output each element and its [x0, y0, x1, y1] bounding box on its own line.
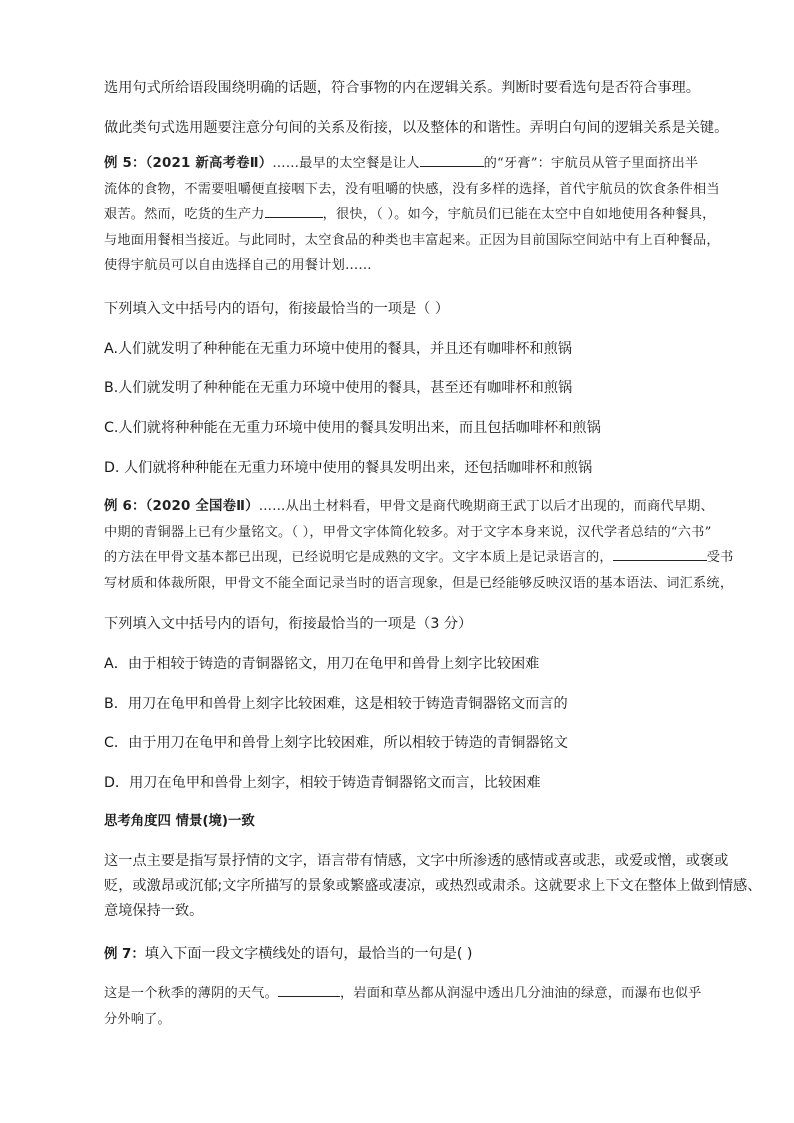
example-5-label: 例 5：（2021 新高考卷Ⅱ） [104, 156, 273, 171]
intro-paragraph-1: 选用句式所给语段围绕明确的话题，符合事物的内在逻辑关系。判断时要看选句是否符合事理。 [104, 80, 700, 96]
example-6-option-c: C．由于用刀在龟甲和兽骨上刻字比较困难，所以相较于铸造的青铜器铭文 [104, 735, 568, 751]
example-5-question: 下列填入文中括号内的语句，衔接最恰当的一项是（ ） [104, 301, 450, 317]
example-6-question: 下列填入文中括号内的语句，衔接最恰当的一项是（3 分） [104, 616, 473, 632]
example-5-option-c: C.人们就将种种能在无重力环境中使用的餐具发明出来，而且包括咖啡杯和煎锅 [104, 420, 601, 436]
intro-paragraph-2: 做此类句式选用题要注意分句间的关系及衔接，以及整体的和谐性。弄明白句间的逻辑关系是关键。 [104, 120, 729, 136]
example-6-passage: 例 6：（2020 全国卷Ⅱ）……从出土材料看，甲骨文是商代晚期商王武丁以后才出现的，而商代早期、 中期的青铜器上已有少量铭文。（ ），甲骨文字体简化较多。对于文字本身来说，汉代学者总结的“六书” 的方法在甲骨文基本都已出现，已经说明它是成熟的文字。文字本质上是记录语言的， 受书 写材质和体裁所限，甲骨文不能全面记录当时的语言现象，但是已经能够反映汉语的基本语法、词汇系统， [104, 499, 734, 591]
example-7-passage: 这是一个秋季的薄阴的天气。 ，岩面和草丛都从润湿中透出几分油油的绿意，而瀑布也似乎 分外响了。 [104, 981, 716, 1032]
example-7-question-line: 例 7：填入下面一段文字横线处的语句，最恰当的一句是( ) [104, 946, 473, 962]
example-6-label: 例 6：（2020 全国卷Ⅱ） [104, 499, 259, 514]
fill-blank [420, 152, 484, 167]
example-5-passage: 例 5：（2021 新高考卷Ⅱ）……最早的太空餐是让人 的“牙膏”：宇航员从管子里面挤出半 流体的食物，不需要咀嚼便直接咽下去，没有咀嚼的快感，没有多样的选择，首代宇航员的饮食条件相当 艰苦。然而，吃货的生产力 ，很快，（ ）。如今，宇航员们已能在太空中自如地使用各种餐具， 与地面用餐相当接近。与此同时，太空食品的种类也丰富起来。正因为目前国际空间站中有上百种餐品， 使得宇航员可以自由选择自己的用餐计划…… [104, 151, 716, 279]
example-7-label: 例 7： [104, 947, 145, 962]
example-6-option-a: A．由于相较于铸造的青铜器铭文，用刀在龟甲和兽骨上刻字比较困难 [104, 656, 540, 672]
example-5-option-d: D. 人们就将种种能在无重力环境中使用的餐具发明出来，还包括咖啡杯和煎锅 [104, 460, 593, 476]
fill-blank [278, 982, 340, 997]
section-4-paragraph: 这一点主要是指写景抒情的文字，语言带有情感，文字中所渗透的感情或喜或悲，或爱或憎，或褒或 贬，或激昂或沉郁;文字所描写的景象或繁盛或凄凉，或热烈或肃杀。这就要求上下文在整体上做到情感、 意境保持一致。 [104, 853, 762, 919]
example-6-option-b: B．用刀在龟甲和兽骨上刻字比较困难，这是相较于铸造青铜器铭文而言的 [104, 696, 568, 712]
example-5-option-a: A.人们就发明了种种能在无重力环境中使用的餐具，并且还有咖啡杯和煎锅 [104, 341, 572, 357]
example-6-option-d: D．用刀在龟甲和兽骨上刻字，相较于铸造青铜器铭文而言，比较困难 [104, 775, 541, 791]
example-5-option-b: B.人们就发明了种种能在无重力环境中使用的餐具，甚至还有咖啡杯和煎锅 [104, 380, 573, 396]
fill-blank [613, 546, 707, 561]
fill-blank [265, 203, 323, 218]
section-4-heading: 思考角度四 情景(境)一致 [104, 814, 255, 829]
